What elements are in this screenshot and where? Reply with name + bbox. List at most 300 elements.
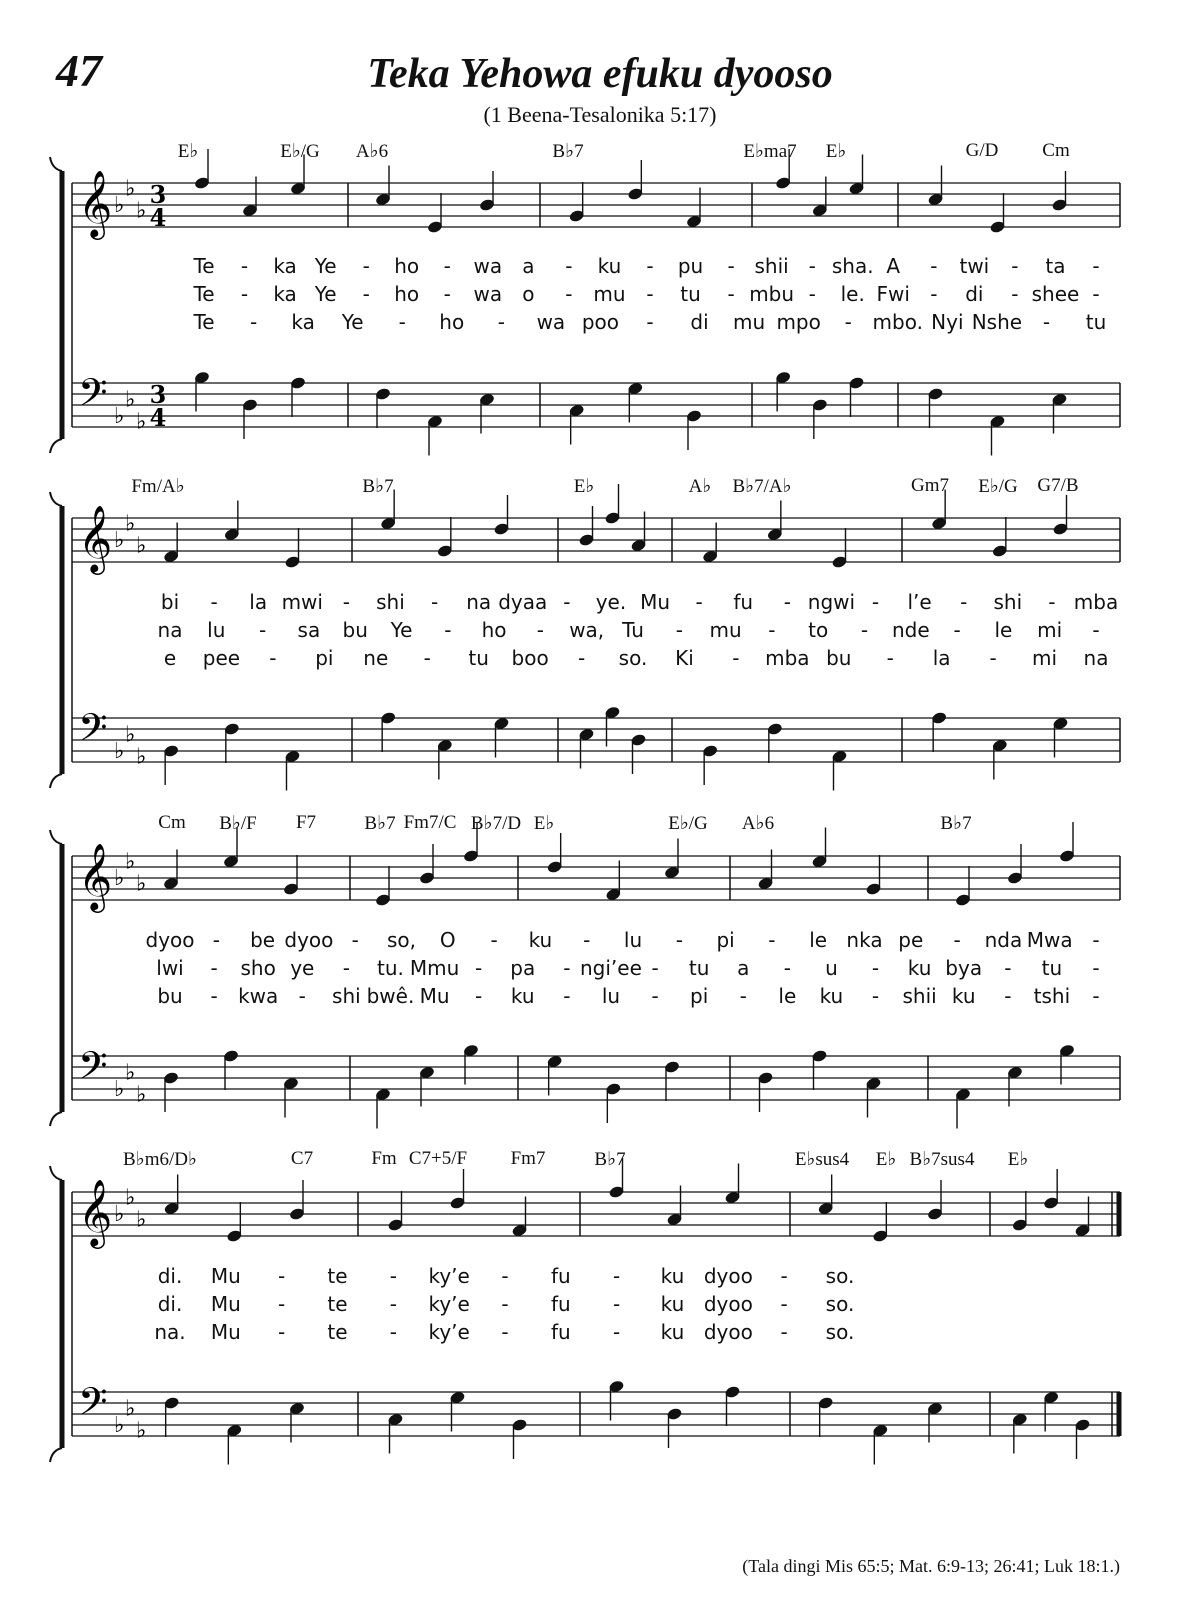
lyric-syllable: to [808, 618, 829, 642]
flat-icon: ♭ [136, 871, 147, 897]
lyric-syllable: u [825, 956, 838, 980]
lyric-hyphen: - [780, 1320, 788, 1344]
lyric-syllable: ye [290, 956, 315, 980]
lyric-hyphen: - [1092, 956, 1100, 980]
chord-symbol: E♭ [573, 476, 595, 497]
lyric-hyphen: - [258, 618, 267, 642]
lyric-syllable: so. [825, 1320, 855, 1344]
lyric-syllable: bu [157, 984, 183, 1008]
lyric-syllable: lwi [156, 956, 184, 980]
flat-icon: ♭ [125, 511, 136, 537]
lyric-syllable: di. [157, 1292, 183, 1316]
lyric-syllable: ku [819, 984, 844, 1008]
lyric-syllable: di [690, 310, 709, 334]
lyric-syllable: A [886, 254, 901, 278]
lyric-syllable: sho [240, 956, 276, 980]
lyric-syllable: di [965, 282, 984, 306]
lyric-hyphen: - [780, 1264, 788, 1288]
chord-symbol: G7/B [1037, 475, 1079, 496]
lyric-hyphen: - [501, 1264, 509, 1288]
lyric-hyphen: - [342, 956, 350, 980]
lyric-hyphen: - [651, 956, 659, 980]
lyric-hyphen: - [930, 254, 938, 278]
lyric-syllable: ngi’ee [579, 956, 642, 980]
hymn-title: Teka Yehowa efuku dyooso [367, 51, 833, 97]
chord-symbol: E♭/G [280, 141, 320, 162]
flat-icon: ♭ [114, 1413, 125, 1438]
lyric-syllable: shii [902, 984, 937, 1008]
lyric-syllable: Mu [210, 1264, 241, 1288]
lyric-syllable: shee [1031, 282, 1080, 306]
lyric-hyphen: - [1092, 984, 1100, 1008]
chord-symbol: B♭7 [594, 1149, 626, 1170]
lyric-syllable: Ye [314, 254, 337, 278]
lyric-hyphen: - [351, 928, 359, 952]
bass-clef-icon: 𝄢 [78, 370, 108, 424]
lyric-hyphen: - [860, 618, 869, 642]
lyric-hyphen: - [278, 1320, 286, 1344]
flat-icon: ♭ [136, 533, 147, 559]
lyric-syllable: tu [1085, 310, 1107, 334]
lyric-syllable: Mwa [1026, 928, 1073, 952]
lyric-hyphen: - [727, 254, 735, 278]
bass-staff [72, 1379, 1120, 1465]
time-signature-numerator: 3 [149, 180, 167, 209]
chord-symbol: C7+5/F [408, 1148, 468, 1169]
lyric-syllable: mu [709, 618, 742, 642]
lyric-hyphen: - [389, 1320, 397, 1344]
lyric-syllable: di. [157, 1264, 183, 1288]
treble-clef-icon: 𝄞 [78, 1178, 113, 1246]
lyric-syllable: shi [332, 984, 361, 1008]
lyric-syllable: Tu [622, 618, 644, 642]
lyric-syllable: na [157, 618, 183, 642]
lyric-hyphen: - [501, 1320, 509, 1344]
lyric-hyphen: - [613, 1320, 621, 1344]
scripture-note: (Tala dingi Mis 65:5; Mat. 6:9-13; 26:41; Luk 18:1.) [742, 1556, 1120, 1576]
lyric-syllable: fu [550, 1292, 571, 1316]
lyric-syllable: ku [660, 1292, 685, 1316]
lyric-syllable: poo [581, 310, 620, 334]
lyric-syllable: na [466, 590, 492, 614]
lyric-syllable: Ye [390, 618, 413, 642]
treble-clef-icon: 𝄞 [78, 842, 113, 910]
lyric-hyphen: - [249, 310, 258, 334]
lyric-syllable: ho [394, 282, 420, 306]
lyric-syllable: le. [840, 282, 865, 306]
chord-symbol: F7 [295, 812, 317, 833]
flat-icon: ♭ [114, 866, 125, 891]
lyric-hyphen: - [389, 1264, 397, 1288]
lyric-syllable: bu [342, 618, 368, 642]
lyric-syllable: Mmu [409, 956, 460, 980]
bass-clef-icon: 𝄢 [78, 705, 108, 759]
lyric-hyphen: - [646, 254, 654, 278]
chord-symbol: Gm7 [911, 475, 949, 496]
lyric-hyphen: - [930, 282, 938, 306]
lyric-syllable: l’e [907, 590, 932, 614]
treble-staff [72, 1158, 1120, 1249]
lyric-syllable: dyoo [703, 1264, 753, 1288]
chord-symbol: E♭/G [668, 813, 708, 834]
lyric-hyphen: - [210, 984, 218, 1008]
flat-icon: ♭ [125, 849, 136, 875]
flat-icon: ♭ [125, 1060, 136, 1086]
lyric-hyphen: - [646, 282, 654, 306]
lyric-syllable: ky’e [428, 1264, 470, 1288]
lyric-syllable: tu [468, 646, 489, 670]
lyric-hyphen: - [675, 928, 683, 952]
lyric-hyphen: - [989, 646, 997, 670]
lyric-hyphen: - [675, 618, 683, 642]
hymn-reference: (1 Beena-Tesalonika 5:17) [483, 102, 717, 127]
lyric-syllable: ky’e [428, 1292, 470, 1316]
lyric-hyphen: - [727, 282, 735, 306]
lyric-hyphen: - [780, 1292, 788, 1316]
chord-symbol: E♭ [533, 813, 555, 834]
lyric-syllable: Nshe [971, 310, 1023, 334]
lyric-hyphen: - [613, 1264, 621, 1288]
lyric-hyphen: - [565, 254, 573, 278]
lyric-hyphen: - [953, 618, 961, 642]
lyric-syllable: la [249, 590, 268, 614]
lyric-hyphen: - [1092, 618, 1100, 642]
lyric-syllable: ku [951, 984, 976, 1008]
treble-clef-icon: 𝄞 [78, 504, 113, 572]
lyric-hyphen: - [444, 618, 452, 642]
lyric-syllable: ku [660, 1320, 685, 1344]
lyric-hyphen: - [210, 590, 218, 614]
lyric-syllable: pa [510, 956, 536, 980]
lyric-syllable: fu [550, 1320, 571, 1344]
flat-icon: ♭ [136, 198, 147, 224]
chord-symbol: B♭7 [362, 476, 394, 497]
lyric-syllable: pi [716, 928, 735, 952]
flat-icon: ♭ [136, 1082, 147, 1108]
bracket-bottom [50, 1448, 62, 1462]
lyric-syllable: tu [688, 956, 710, 980]
lyric-syllable: fu [733, 590, 754, 614]
lyric-syllable: shii [754, 254, 789, 278]
lyric-syllable: o [522, 282, 535, 306]
lyric-syllable: ngwi [807, 590, 856, 614]
treble-clef-icon: 𝄞 [78, 169, 113, 237]
flat-icon: ♭ [125, 1185, 136, 1211]
lyric-hyphen: - [362, 282, 370, 306]
lyric-syllable: O [439, 928, 456, 952]
lyric-syllable: mwi [281, 590, 323, 614]
lyric-hyphen: - [389, 1292, 397, 1316]
chord-symbol: C7 [290, 1148, 314, 1169]
lyric-syllable: shi [376, 590, 405, 614]
lyric-syllable: bya [945, 956, 983, 980]
time-signature-denominator: 4 [149, 203, 167, 232]
lyric-hyphen: - [583, 928, 591, 952]
lyric-syllable: tshi [1033, 984, 1071, 1008]
lyric-hyphen: - [651, 984, 659, 1008]
lyric-syllable: wa [536, 310, 566, 334]
lyric-hyphen: - [1011, 282, 1019, 306]
lyric-hyphen: - [960, 590, 968, 614]
lyric-syllable: mu [593, 282, 626, 306]
chord-symbol: E♭sus4 [794, 1149, 850, 1170]
lyric-syllable: mpo [776, 310, 821, 334]
lyric-syllable: Te [193, 254, 215, 278]
lyric-hyphen: - [278, 1264, 286, 1288]
lyric-syllable: so. [825, 1264, 855, 1288]
bass-clef-icon: 𝄢 [78, 1043, 108, 1097]
chord-symbol: E♭ [1007, 1149, 1029, 1170]
flat-icon: ♭ [114, 193, 125, 218]
lyric-hyphen: - [886, 646, 894, 670]
lyric-hyphen: - [475, 956, 483, 980]
lyric-syllable: la [932, 646, 951, 670]
chord-symbol: E♭ma7 [743, 141, 797, 162]
lyric-syllable: ky’e [428, 1320, 470, 1344]
chord-symbol: Fm/A♭ [131, 476, 185, 497]
lyric-hyphen: - [563, 956, 571, 980]
lyric-syllable: ka [291, 310, 315, 334]
lyric-syllable: lu [623, 928, 643, 952]
lyric-syllable: ku [528, 928, 553, 952]
lyric-syllable: Mu [210, 1292, 241, 1316]
lyric-hyphen: - [240, 254, 249, 278]
lyric-hyphen: - [871, 956, 880, 980]
lyric-syllable: bu [826, 646, 852, 670]
lyric-hyphen: - [278, 1292, 286, 1316]
lyric-syllable: ka [273, 282, 297, 306]
lyric-syllable: Fwi [876, 282, 910, 306]
lyric-hyphen: - [563, 590, 571, 614]
lyric-syllable: Ye [314, 282, 337, 306]
chord-symbol: B♭/F [219, 813, 257, 834]
flat-icon: ♭ [136, 1418, 147, 1444]
lyric-syllable: e [163, 646, 177, 670]
flat-icon: ♭ [114, 739, 125, 764]
time-signature-denominator: 4 [149, 403, 167, 432]
lyric-syllable: Mu [640, 590, 671, 614]
lyric-syllable: wa, [569, 618, 605, 642]
lyric-syllable: Te [193, 310, 215, 334]
lyric-hyphen: - [536, 618, 544, 642]
lyric-syllable: a [522, 254, 535, 278]
chord-symbol: E♭/G [978, 476, 1018, 497]
flat-icon: ♭ [136, 744, 147, 770]
lyric-syllable: ku [510, 984, 535, 1008]
lyric-syllable: ku [597, 254, 622, 278]
lyric-syllable: tu [1041, 956, 1063, 980]
lyric-syllable: te [327, 1292, 348, 1316]
lyric-hyphen: - [953, 928, 961, 952]
lyric-syllable: ye. [595, 590, 627, 614]
lyric-syllable: a [737, 956, 750, 980]
lyric-syllable: mbo. [872, 310, 923, 334]
lyric-hyphen: - [1042, 310, 1051, 334]
lyric-syllable: mi [1037, 618, 1063, 642]
chord-symbol: Fm7 [510, 1148, 546, 1169]
lyric-syllable: te [327, 1264, 348, 1288]
lyric-hyphen: - [443, 254, 451, 278]
lyric-syllable: lu [207, 618, 226, 642]
chord-symbol: B♭7sus4 [909, 1149, 975, 1170]
lyric-syllable: na [1083, 646, 1109, 670]
lyric-syllable: Mu [210, 1320, 241, 1344]
lyric-syllable: Mu [419, 984, 450, 1008]
lyric-hyphen: - [563, 984, 571, 1008]
lyric-syllable: tu. [377, 956, 404, 980]
lyric-hyphen: - [871, 590, 880, 614]
chord-symbol: Fm [371, 1148, 397, 1169]
lyric-hyphen: - [613, 1292, 621, 1316]
lyric-syllable: kwa [238, 984, 279, 1008]
lyric-hyphen: - [501, 1292, 509, 1316]
lyric-hyphen: - [1092, 254, 1100, 278]
lyric-syllable: te [327, 1320, 348, 1344]
lyric-hyphen: - [783, 590, 791, 614]
flat-icon: ♭ [114, 528, 125, 553]
lyric-hyphen: - [739, 984, 747, 1008]
flat-icon: ♭ [114, 404, 125, 429]
chord-symbol: G/D [965, 140, 999, 161]
lyric-syllable: mba [1073, 590, 1119, 614]
chord-symbol: B♭7/D [470, 813, 522, 834]
flat-icon: ♭ [125, 722, 136, 748]
lyric-syllable: pu [677, 254, 704, 278]
lyric-syllable: le [778, 984, 797, 1008]
lyric-syllable: pi [690, 984, 709, 1008]
chord-symbol: A♭ [688, 476, 712, 497]
chord-symbol: E♭ [825, 141, 847, 162]
lyric-hyphen: - [475, 984, 483, 1008]
lyric-syllable: lu [601, 984, 621, 1008]
lyric-hyphen: - [398, 310, 406, 334]
lyric-syllable: bi [160, 590, 180, 614]
flat-icon: ♭ [114, 1077, 125, 1102]
lyric-syllable: ka [273, 254, 297, 278]
lyric-syllable: Ki [675, 646, 694, 670]
flat-icon: ♭ [114, 1202, 125, 1227]
lyric-hyphen: - [783, 956, 791, 980]
lyric-syllable: wa [473, 282, 503, 306]
lyric-syllable: ho [394, 254, 420, 278]
lyric-syllable: Ye [341, 310, 364, 334]
lyric-syllable: ku [660, 1264, 685, 1288]
chord-symbol: A♭6 [355, 141, 389, 162]
lyric-syllable: tu [680, 282, 701, 306]
chord-symbol: B♭7 [940, 813, 972, 834]
lyric-syllable: le [994, 618, 1013, 642]
lyric-syllable: ku [907, 956, 932, 980]
lyric-syllable: sa [297, 618, 321, 642]
lyric-hyphen: - [808, 254, 816, 278]
lyric-hyphen: - [423, 646, 431, 670]
flat-icon: ♭ [125, 176, 136, 202]
lyric-hyphen: - [768, 618, 776, 642]
chord-symbol: A♭6 [741, 813, 775, 834]
lyric-syllable: be [250, 928, 276, 952]
lyric-syllable: boo [511, 646, 549, 670]
lyric-syllable: sha. [831, 254, 874, 278]
lyric-syllable: ne [363, 646, 389, 670]
lyric-syllable: dyoo [145, 928, 195, 952]
chord-symbol: Cm [158, 812, 186, 833]
flat-icon: ♭ [136, 1207, 147, 1233]
lyric-hyphen: - [490, 928, 498, 952]
lyric-syllable: so. [618, 646, 648, 670]
flat-icon: ♭ [125, 387, 136, 413]
lyric-hyphen: - [1048, 590, 1056, 614]
lyric-syllable: ho [481, 618, 507, 642]
lyric-syllable: pi [315, 646, 334, 670]
lyric-syllable: pe [898, 928, 924, 952]
lyric-syllable: shi [993, 590, 1023, 614]
lyric-syllable: nda [984, 928, 1023, 952]
lyric-syllable: le [809, 928, 828, 952]
lyric-hyphen: - [1092, 282, 1100, 306]
lyric-syllable: mbu [749, 282, 795, 306]
chord-symbol: B♭7 [552, 141, 584, 162]
flat-icon: ♭ [136, 409, 147, 435]
lyric-hyphen: - [871, 984, 880, 1008]
lyric-syllable: dyoo [703, 1292, 753, 1316]
lyric-syllable: mu [733, 310, 766, 334]
chord-symbol: B♭7/A♭ [732, 476, 792, 497]
lyric-syllable: dyoo [284, 928, 334, 952]
lyric-hyphen: - [695, 590, 703, 614]
lyric-hyphen: - [646, 310, 654, 334]
lyric-hyphen: - [497, 310, 505, 334]
lyric-hyphen: - [808, 282, 816, 306]
chord-symbol: B♭m6/D♭ [123, 1149, 197, 1170]
lyric-hyphen: - [1004, 984, 1012, 1008]
time-signature-numerator: 3 [149, 380, 167, 409]
lyric-hyphen: - [443, 282, 451, 306]
lyric-hyphen: - [768, 928, 776, 952]
chord-symbol: E♭ [177, 141, 199, 162]
lyric-syllable: dyaa [498, 590, 548, 614]
lyric-hyphen: - [212, 928, 220, 952]
lyric-hyphen: - [210, 956, 218, 980]
lyric-syllable: wa [473, 254, 503, 278]
lyric-syllable: so, [386, 928, 417, 952]
lyric-hyphen: - [844, 310, 852, 334]
lyric-syllable: ho [439, 310, 465, 334]
flat-icon: ♭ [125, 1396, 136, 1422]
lyric-hyphen: - [362, 254, 370, 278]
lyric-syllable: Te [193, 282, 215, 306]
lyric-hyphen: - [565, 282, 573, 306]
lyric-hyphen: - [240, 282, 249, 306]
lyric-syllable: twi [959, 254, 990, 278]
lyric-syllable: Nyi [931, 310, 964, 334]
lyric-syllable: na. [154, 1320, 186, 1344]
chord-symbol: E♭ [875, 1149, 897, 1170]
lyric-syllable: bwê. [366, 984, 415, 1008]
lyric-hyphen: - [342, 590, 350, 614]
lyric-syllable: so. [825, 1292, 855, 1316]
bass-clef-icon: 𝄢 [78, 1379, 108, 1433]
lyric-syllable: fu [550, 1264, 571, 1288]
lyric-hyphen: - [732, 646, 740, 670]
lyric-hyphen: - [577, 646, 586, 670]
lyric-hyphen: - [1092, 928, 1100, 952]
lyric-hyphen: - [269, 646, 277, 670]
chord-symbol: Fm7/C [403, 812, 457, 833]
lyric-syllable: ta [1045, 254, 1066, 278]
lyric-hyphen: - [430, 590, 439, 614]
lyric-syllable: dyoo [703, 1320, 753, 1344]
lyric-syllable: pee [202, 646, 241, 670]
